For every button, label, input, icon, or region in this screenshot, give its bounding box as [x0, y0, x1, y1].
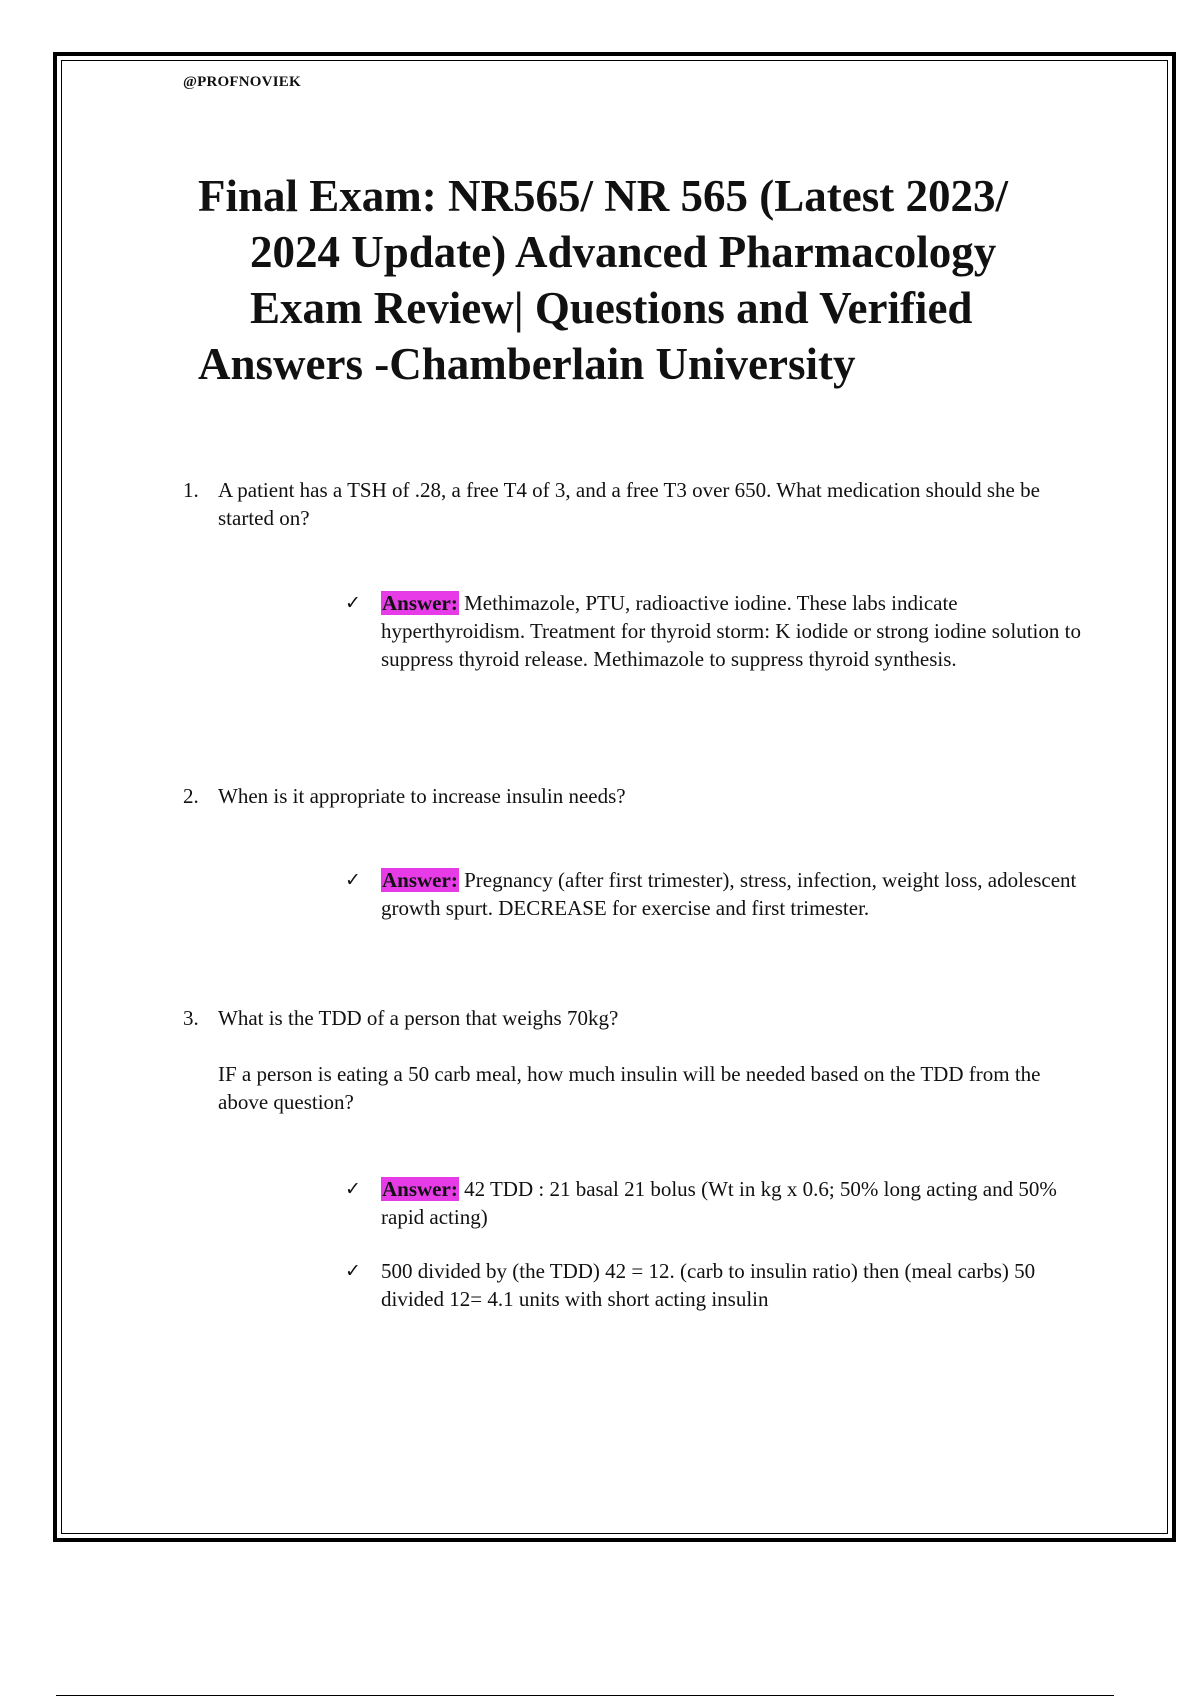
checkmark-icon: ✓	[345, 1178, 361, 1200]
question-number: 1.	[183, 478, 199, 502]
question-text: A patient has a TSH of .28, a free T4 of 3, and a free T3 over 650. What medication should she be started on?	[218, 478, 1040, 530]
title-line-3: Exam Review| Questions and Verified	[250, 283, 973, 333]
answer-label: Answer:	[382, 868, 458, 892]
title-line-4: Answers -Chamberlain University	[198, 339, 856, 389]
answer-text: 42 TDD : 21 basal 21 bolus (Wt in kg x 0.6; 50% long acting and 50% rapid acting)	[381, 1177, 1057, 1229]
answer-text: 500 divided by (the TDD) 42 = 12. (carb to insulin ratio) then (meal carbs) 50 divided 12= 4.1 units with short acting insulin	[381, 1259, 1036, 1311]
question-followup-text: IF a person is eating a 50 carb meal, how much insulin will be needed based on the TDD from the above question?	[218, 1062, 1041, 1114]
answer-text: Pregnancy (after first trimester), stress, infection, weight loss, adolescent growth spurt. DECREASE for exercise and first trimester.	[381, 868, 1077, 920]
answer-text: Methimazole, PTU, radioactive iodine. These labs indicate hyperthyroidism. Treatment for thyroid storm: K iodide or strong iodine solution to suppress thyroid release. Methimazole to suppress thyroid synthesis.	[381, 591, 1081, 671]
page-break-rule	[56, 1695, 1114, 1696]
checkmark-icon: ✓	[345, 1260, 361, 1282]
document-title	[198, 168, 1098, 392]
title-line-1: Final Exam: NR565/ NR 565 (Latest 2023/	[198, 171, 1008, 221]
author-handle: @PROFNOVIEK	[183, 74, 301, 90]
question-text: What is the TDD of a person that weighs 70kg?	[218, 1006, 619, 1030]
answer-label: Answer:	[382, 1177, 458, 1201]
question-number: 3.	[183, 1006, 199, 1030]
title-line-2: 2024 Update) Advanced Pharmacology	[250, 227, 997, 277]
answer-label: Answer:	[382, 591, 458, 615]
checkmark-icon: ✓	[345, 869, 361, 891]
question-number: 2.	[183, 784, 199, 808]
question-text: When is it appropriate to increase insulin needs?	[218, 784, 626, 808]
checkmark-icon: ✓	[345, 592, 361, 614]
